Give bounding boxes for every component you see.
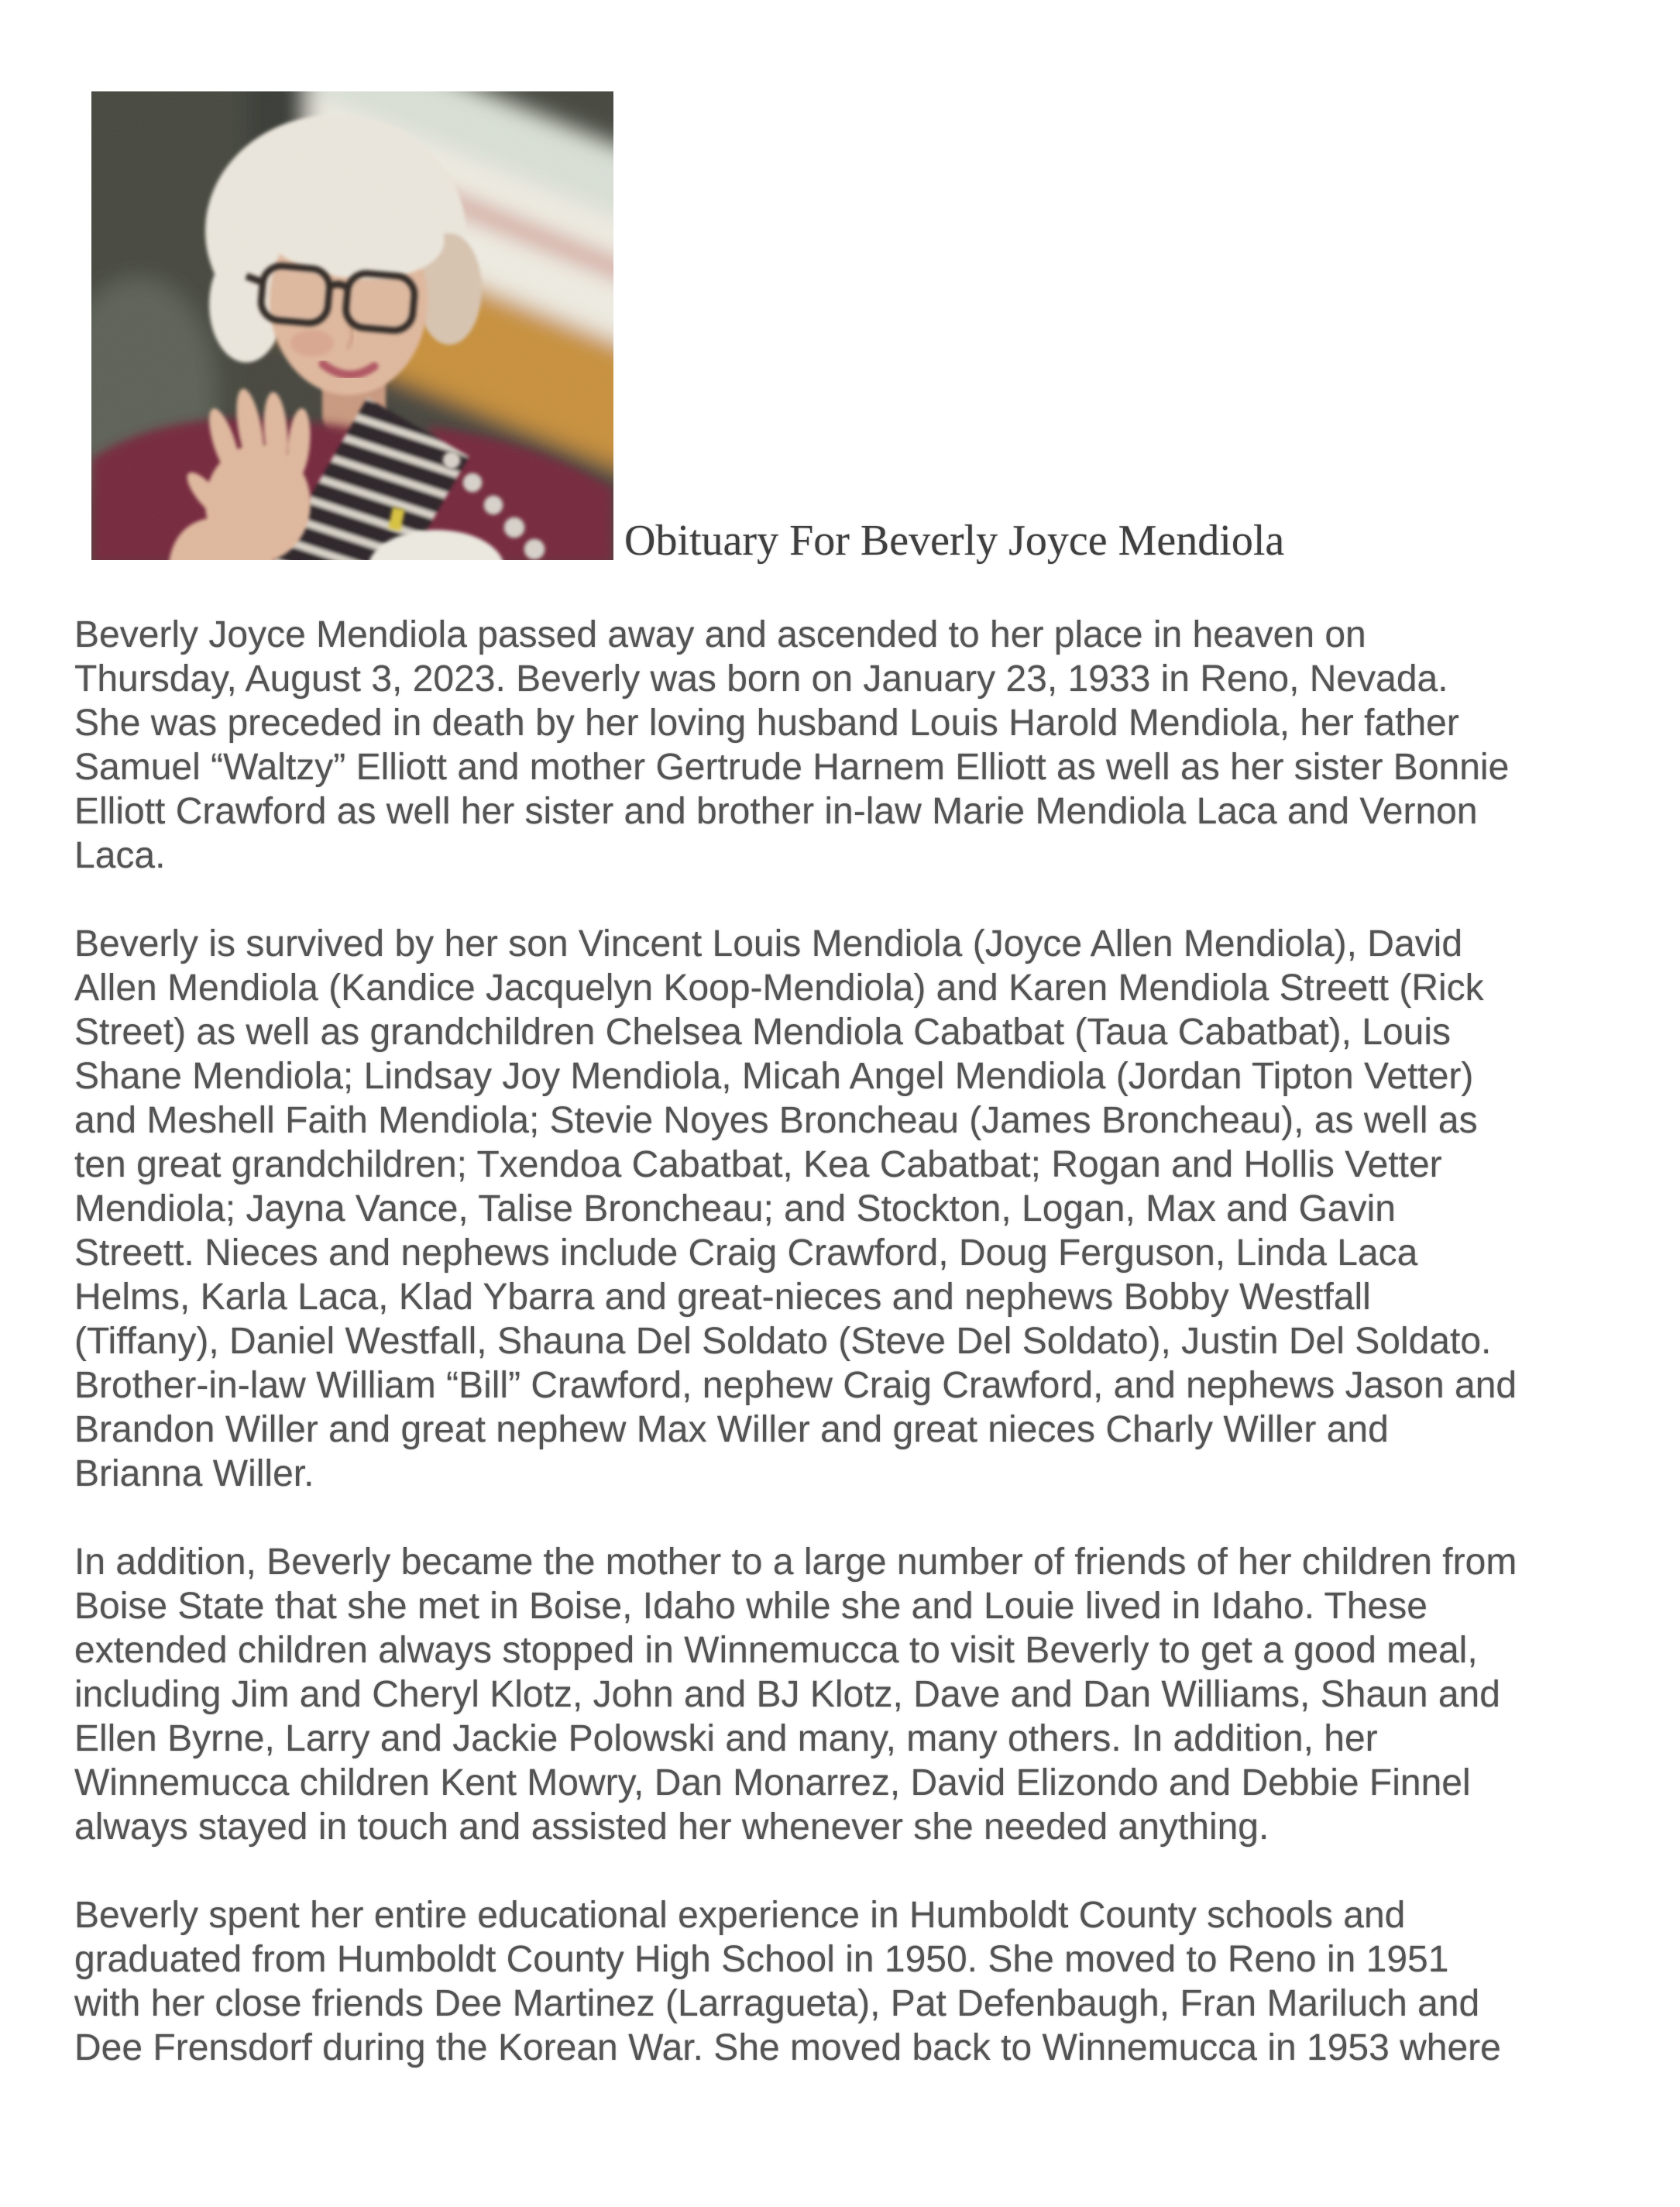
text-line: Dee Frensdorf during the Korean War. She moved back to Winnemucca in 1953 where — [74, 2027, 1501, 2068]
text-line: Mendiola; Jayna Vance, Talise Broncheau; and Stockton, Logan, Max and Gavin — [74, 1188, 1396, 1229]
text-line: Beverly Joyce Mendiola passed away and ascended to her place in heaven on — [74, 614, 1366, 655]
paragraph — [74, 1540, 1654, 1849]
text-line: Samuel “Waltzy” Elliott and mother Gertrude Harnem Elliott as well as her sister Bonnie — [74, 747, 1510, 788]
text-line: Shane Mendiola; Lindsay Joy Mendiola, Micah Angel Mendiola (Jordan Tipton Vetter) — [74, 1056, 1474, 1097]
scan-grain-overlay — [91, 91, 613, 560]
text-line: Elliott Crawford as well her sister and brother in-law Marie Mendiola Laca and Vernon — [74, 791, 1478, 832]
text-line: Allen Mendiola (Kandice Jacquelyn Koop-Mendiola) and Karen Mendiola Streett (Rick — [74, 968, 1484, 1009]
text-line: always stayed in touch and assisted her whenever she needed anything. — [74, 1807, 1269, 1848]
paragraph — [74, 922, 1654, 1496]
text-line: Winnemucca children Kent Mowry, Dan Monarrez, David Elizondo and Debbie Finnel — [74, 1762, 1471, 1803]
text-line: Brianna Willer. — [74, 1453, 314, 1494]
portrait-photo — [91, 91, 613, 560]
text-line: graduated from Humboldt County High School in 1950. She moved to Reno in 1951 — [74, 1939, 1449, 1980]
text-line: Beverly is survived by her son Vincent Louis Mendiola (Joyce Allen Mendiola), David — [74, 923, 1463, 964]
obituary-body-text — [74, 613, 1654, 2114]
text-line: with her close friends Dee Martinez (Larragueta), Pat Defenbaugh, Fran Mariluch and — [74, 1983, 1480, 2024]
text-line: and Meshell Faith Mendiola; Stevie Noyes Broncheau (James Broncheau), as well as — [74, 1100, 1478, 1141]
page-title: Obituary For Beverly Joyce Mendiola — [624, 517, 1285, 565]
text-line: In addition, Beverly became the mother to a large number of friends of her children from — [74, 1542, 1517, 1583]
text-line: including Jim and Cheryl Klotz, John and BJ Klotz, Dave and Dan Williams, Shaun and — [74, 1674, 1500, 1715]
text-line: Streett. Nieces and nephews include Craig Crawford, Doug Ferguson, Linda Laca — [74, 1232, 1418, 1274]
text-line: Boise State that she met in Boise, Idaho while she and Louie lived in Idaho. These — [74, 1586, 1427, 1627]
text-line: Street) as well as grandchildren Chelsea Mendiola Cabatbat (Taua Cabatbat), Louis — [74, 1012, 1452, 1053]
text-line: ten great grandchildren; Txendoa Cabatbat, Kea Cabatbat; Rogan and Hollis Vetter — [74, 1144, 1442, 1185]
text-line: extended children always stopped in Winnemucca to visit Beverly to get a good meal, — [74, 1630, 1478, 1671]
text-line: She was preceded in death by her loving husband Louis Harold Mendiola, her father — [74, 703, 1459, 744]
paragraph — [74, 1893, 1654, 2070]
text-line: Laca. — [74, 835, 166, 876]
text-line: (Tiffany), Daniel Westfall, Shauna Del Soldato (Steve Del Soldato), Justin Del Soldato. — [74, 1321, 1492, 1362]
text-line: Brandon Willer and great nephew Max Willer and great nieces Charly Willer and — [74, 1409, 1389, 1450]
text-line: Ellen Byrne, Larry and Jackie Polowski and many, many others. In addition, her — [74, 1718, 1378, 1759]
text-line: Beverly spent her entire educational experience in Humboldt County schools and — [74, 1895, 1406, 1936]
paragraph — [74, 613, 1654, 878]
portrait-photo-illustration — [91, 91, 613, 560]
text-line: Helms, Karla Laca, Klad Ybarra and great-nieces and nephews Bobby Westfall — [74, 1277, 1371, 1318]
text-line: Brother-in-law William “Bill” Crawford, nephew Craig Crawford, and nephews Jason and — [74, 1365, 1517, 1406]
text-line: Thursday, August 3, 2023. Beverly was born on January 23, 1933 in Reno, Nevada. — [74, 658, 1448, 700]
